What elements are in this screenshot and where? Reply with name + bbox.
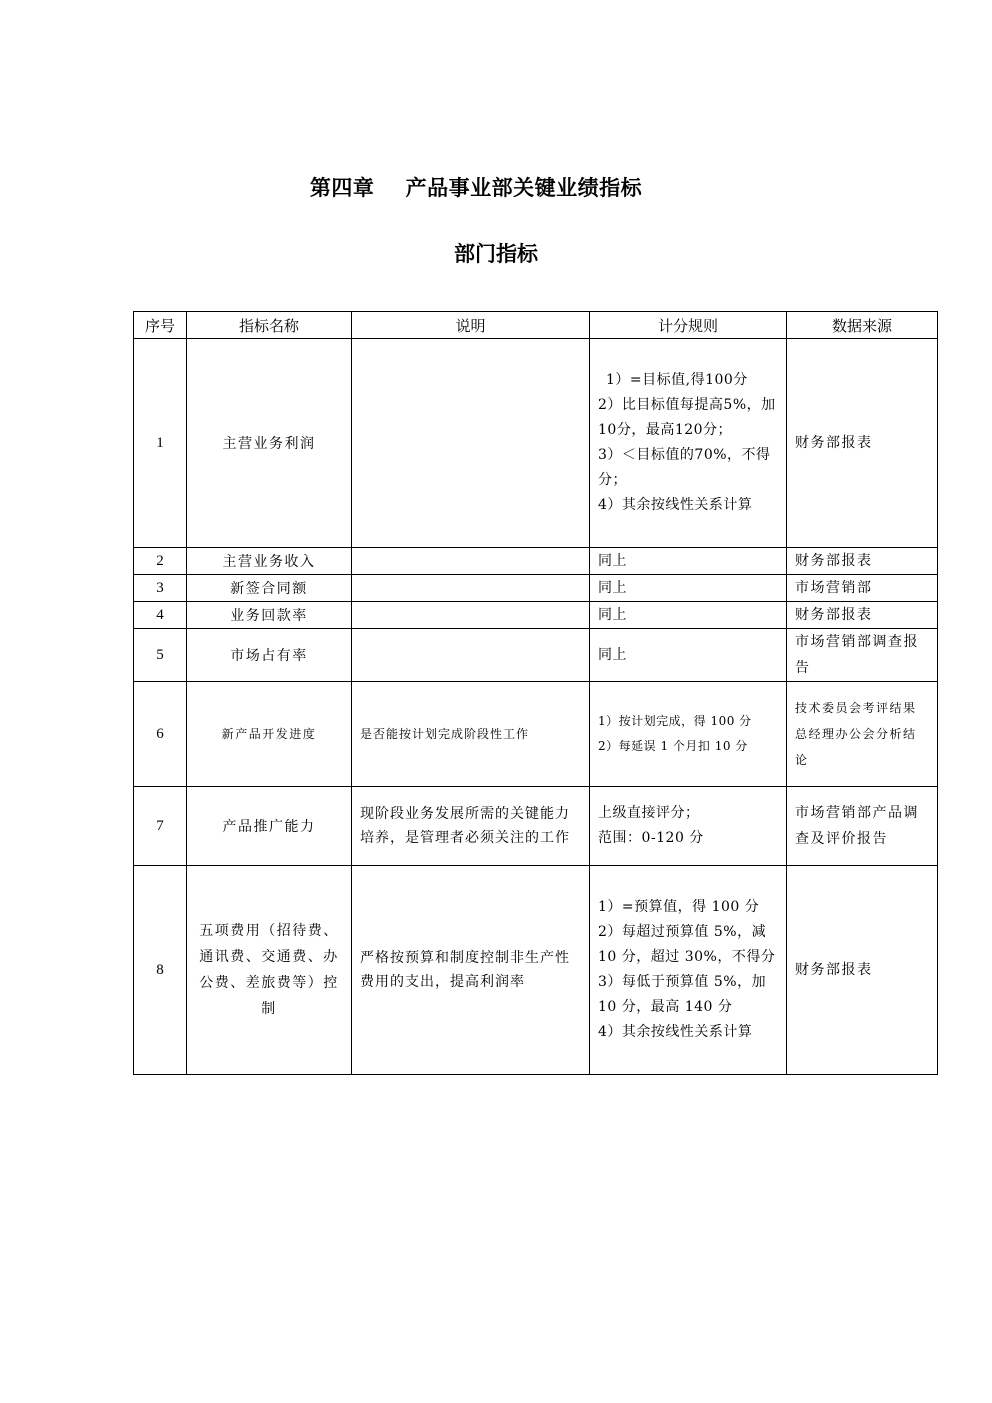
row-desc bbox=[352, 602, 590, 629]
table-row bbox=[134, 629, 938, 682]
row-name: 新签合同额 bbox=[187, 575, 352, 602]
rule-line: 上级直接评分； bbox=[598, 805, 700, 821]
row-rule: 同上 bbox=[590, 548, 787, 575]
row-source: 市场营销部调查报告 bbox=[787, 629, 938, 682]
rule-line: 2）每延误 1 个月扣 10 分 bbox=[598, 739, 748, 753]
rule-line: 1）按计划完成，得 100 分 bbox=[598, 714, 752, 728]
rule-line: 1）=预算值，得 100 分 bbox=[598, 899, 760, 915]
row-source: 财务部报表 bbox=[787, 866, 938, 1075]
row-name: 产品推广能力 bbox=[187, 787, 352, 866]
table-row bbox=[134, 339, 938, 548]
row-desc bbox=[352, 548, 590, 575]
rule-line: 2）每超过预算值 5%，减 10 分，超过 30%，不得分 bbox=[598, 924, 776, 965]
table-row bbox=[134, 682, 938, 787]
table-row bbox=[134, 548, 938, 575]
row-desc: 严格按预算和制度控制非生产性费用的支出，提高利润率 bbox=[352, 866, 590, 1075]
header-desc: 说明 bbox=[352, 312, 590, 339]
table-row bbox=[134, 787, 938, 866]
rule-line: 4）其余按线性关系计算 bbox=[598, 1024, 753, 1040]
row-source: 财务部报表 bbox=[787, 602, 938, 629]
row-no: 4 bbox=[134, 602, 187, 629]
table-header-row bbox=[134, 312, 938, 339]
rule-line: 4）其余按线性关系计算 bbox=[598, 497, 753, 513]
row-no: 6 bbox=[134, 682, 187, 787]
row-source: 技术委员会考评结果总经理办公会分析结论 bbox=[787, 682, 938, 787]
row-rule bbox=[590, 787, 787, 866]
rule-line: 范围：0-120 分 bbox=[598, 830, 704, 846]
header-name: 指标名称 bbox=[187, 312, 352, 339]
row-name: 五项费用（招待费、通讯费、交通费、办公费、差旅费等）控制 bbox=[187, 866, 352, 1075]
row-rule: 同上 bbox=[590, 629, 787, 682]
rule-line: 3）＜目标值的70%，不得分； bbox=[598, 447, 771, 488]
header-rule: 计分规则 bbox=[590, 312, 787, 339]
row-no: 2 bbox=[134, 548, 187, 575]
header-source: 数据来源 bbox=[787, 312, 938, 339]
row-desc bbox=[352, 629, 590, 682]
row-source: 财务部报表 bbox=[787, 548, 938, 575]
table-row bbox=[134, 602, 938, 629]
row-name: 新产品开发进度 bbox=[187, 682, 352, 787]
kpi-table bbox=[133, 311, 938, 1075]
rule-line: 1）=目标值,得100分 bbox=[606, 372, 748, 388]
row-desc bbox=[352, 339, 590, 548]
table-row bbox=[134, 575, 938, 602]
row-no: 1 bbox=[134, 339, 187, 548]
header-no: 序号 bbox=[134, 312, 187, 339]
row-source: 市场营销部 bbox=[787, 575, 938, 602]
row-desc: 现阶段业务发展所需的关键能力培养，是管理者必须关注的工作 bbox=[352, 787, 590, 866]
section-title: 部门指标 bbox=[454, 242, 538, 266]
row-rule bbox=[590, 682, 787, 787]
row-no: 3 bbox=[134, 575, 187, 602]
row-source: 财务部报表 bbox=[787, 339, 938, 548]
row-rule bbox=[590, 339, 787, 548]
row-desc: 是否能按计划完成阶段性工作 bbox=[352, 682, 590, 787]
row-rule bbox=[590, 866, 787, 1075]
row-no: 8 bbox=[134, 866, 187, 1075]
row-name: 主营业务收入 bbox=[187, 548, 352, 575]
row-rule: 同上 bbox=[590, 575, 787, 602]
chapter-title: 第四章 产品事业部关键业绩指标 bbox=[309, 176, 643, 200]
rule-line: 2）比目标值每提高5%，加10分，最高120分； bbox=[598, 397, 776, 438]
row-no: 7 bbox=[134, 787, 187, 866]
row-source: 市场营销部产品调查及评价报告 bbox=[787, 787, 938, 866]
row-desc bbox=[352, 575, 590, 602]
table-row bbox=[134, 866, 938, 1075]
row-name: 主营业务利润 bbox=[187, 339, 352, 548]
row-name: 业务回款率 bbox=[187, 602, 352, 629]
row-no: 5 bbox=[134, 629, 187, 682]
rule-line: 3）每低于预算值 5%，加 10 分，最高 140 分 bbox=[598, 974, 767, 1015]
row-rule: 同上 bbox=[590, 602, 787, 629]
row-name: 市场占有率 bbox=[187, 629, 352, 682]
